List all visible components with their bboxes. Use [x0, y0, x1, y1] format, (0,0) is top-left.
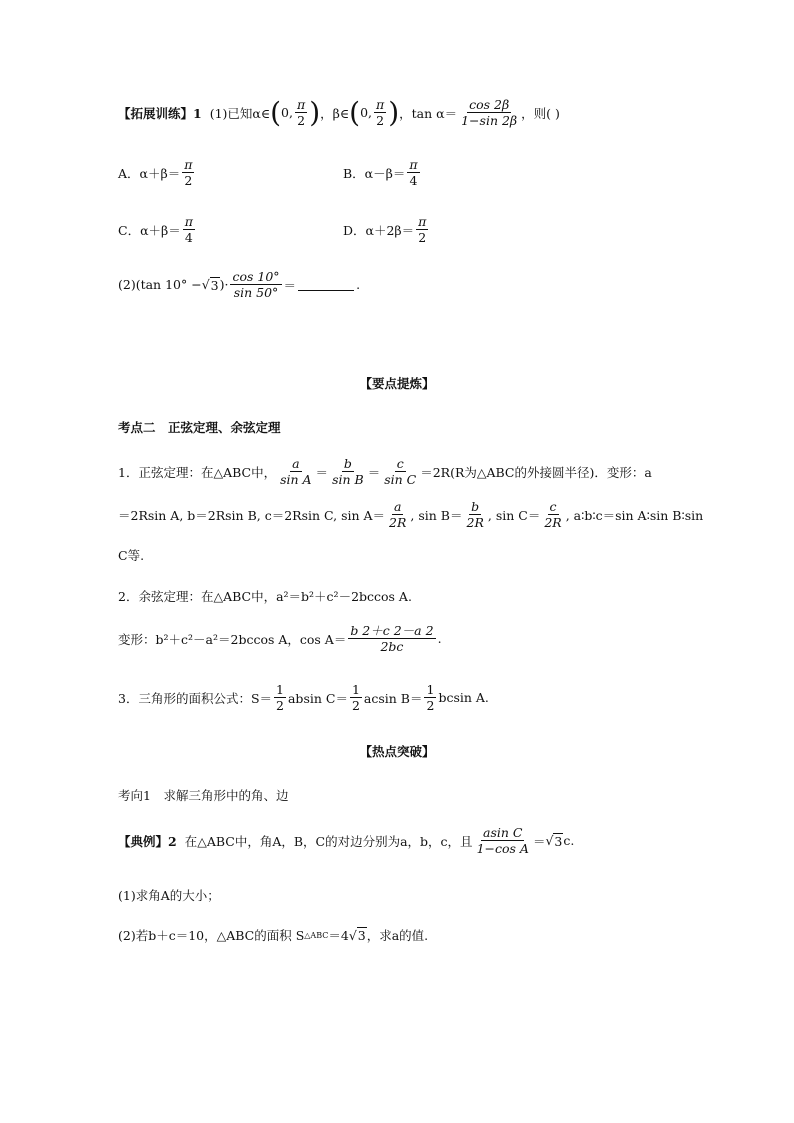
tan-fraction: $\frac{\cos 2\beta}{1-\sin 2\beta}$: [461, 97, 518, 129]
option-c[interactable]: C．α＋β＝ $\frac{\pi}{4}$: [118, 214, 193, 246]
right-paren: ): [309, 95, 321, 129]
example-heading: 【典例】2: [118, 833, 177, 849]
example-line: 【典例】2 在△ABC中，角A，B，C的对边分别为a，b，c，且 $\frac{\text{asin C}}{\text{1−cos A}}$ ＝ √ 3 c.: [118, 825, 575, 857]
given-alpha: (1)已知α∈: [209, 105, 271, 121]
left-paren: (: [349, 95, 361, 129]
sqrt-symbol: √: [348, 927, 357, 943]
sine-law-line-1: 1．正弦定理：在△ABC中， $\frac{a}{\text{sin A}}$ ＝ $\frac{b}{\text{sin B}}$ ＝ $\frac{c}{\text{sin C}}$ ＝2R(R为△ABC的外接圆半径)．变形：a: [118, 456, 652, 488]
interval-start: 0,: [281, 105, 293, 121]
option-d[interactable]: D．α＋2β＝ $\frac{\pi}{2}$: [343, 214, 427, 246]
kp-heading: 考点二 正弦定理、余弦定理: [118, 420, 281, 435]
cosine-law-line-1: 2．余弦定理：在△ABC中，a²＝b²＋c²－2bccos A.: [118, 589, 412, 604]
option-b[interactable]: B．α－β＝ $\frac{\pi}{4}$: [343, 157, 418, 189]
question-tail: ，则( ): [521, 105, 560, 121]
left-paren: (: [270, 95, 282, 129]
practice-heading: 【拓展训练】1: [118, 105, 202, 121]
given-beta: ，β∈: [320, 105, 350, 121]
section-hotspots: 【热点突破】: [359, 744, 435, 759]
sqrt-symbol: √: [201, 277, 210, 293]
cosine-law-line-2: 变形：b²＋c²－a²＝2bccos A，cos A＝ $\frac{b 2+c 2-a 2}{2bc}$ .: [118, 623, 442, 655]
right-paren: ): [388, 95, 400, 129]
practice-part-2: (2)(tan 10° − √ 3 )· $\frac{\cos 10^\circ}{\sin 50^\circ}$ ＝ .: [118, 269, 361, 301]
area-formula-line: 3．三角形的面积公式：S＝ $\frac{1}{2}$ absin C＝ $\frac{1}{2}$ acsin B＝ $\frac{1}{2}$ bcsin A.: [118, 682, 489, 714]
question-1: (1)求角A的大小；: [118, 888, 220, 903]
interval-start: 0,: [360, 105, 372, 121]
option-a[interactable]: A．α＋β＝ $\frac{\pi}{2}$: [118, 157, 193, 189]
sine-law-line-3: C等.: [118, 548, 145, 563]
cos-sin-fraction: $\frac{\cos 10^\circ}{\sin 50^\circ}$: [232, 269, 280, 301]
sine-law-line-2: ＝2Rsin A, b＝2Rsin B, c＝2Rsin C, sin A＝ $\frac{a}{2R}$ , sin B＝ $\frac{b}{2R}$ , sin C＝ $\frac{c}{2R}$ , a∶b∶c＝sin A∶sin B∶sin: [118, 499, 704, 531]
direction-heading: 考向1 求解三角形中的角、边: [118, 788, 289, 803]
practice-question-line: [118, 95, 560, 129]
answer-blank[interactable]: [298, 278, 354, 291]
question-2: (2)若b＋c＝10，△ABC的面积 S △ABC ＝4 √ 3 ，求a的值.: [118, 927, 429, 943]
tan-label: ，tan α＝: [399, 105, 458, 121]
sqrt-symbol: √: [545, 833, 554, 849]
pi-over-2-fraction: $\frac{\pi}{2}$: [296, 97, 306, 129]
section-key-points: 【要点提炼】: [359, 376, 435, 391]
pi-over-2-fraction: $\frac{\pi}{2}$: [376, 97, 385, 129]
